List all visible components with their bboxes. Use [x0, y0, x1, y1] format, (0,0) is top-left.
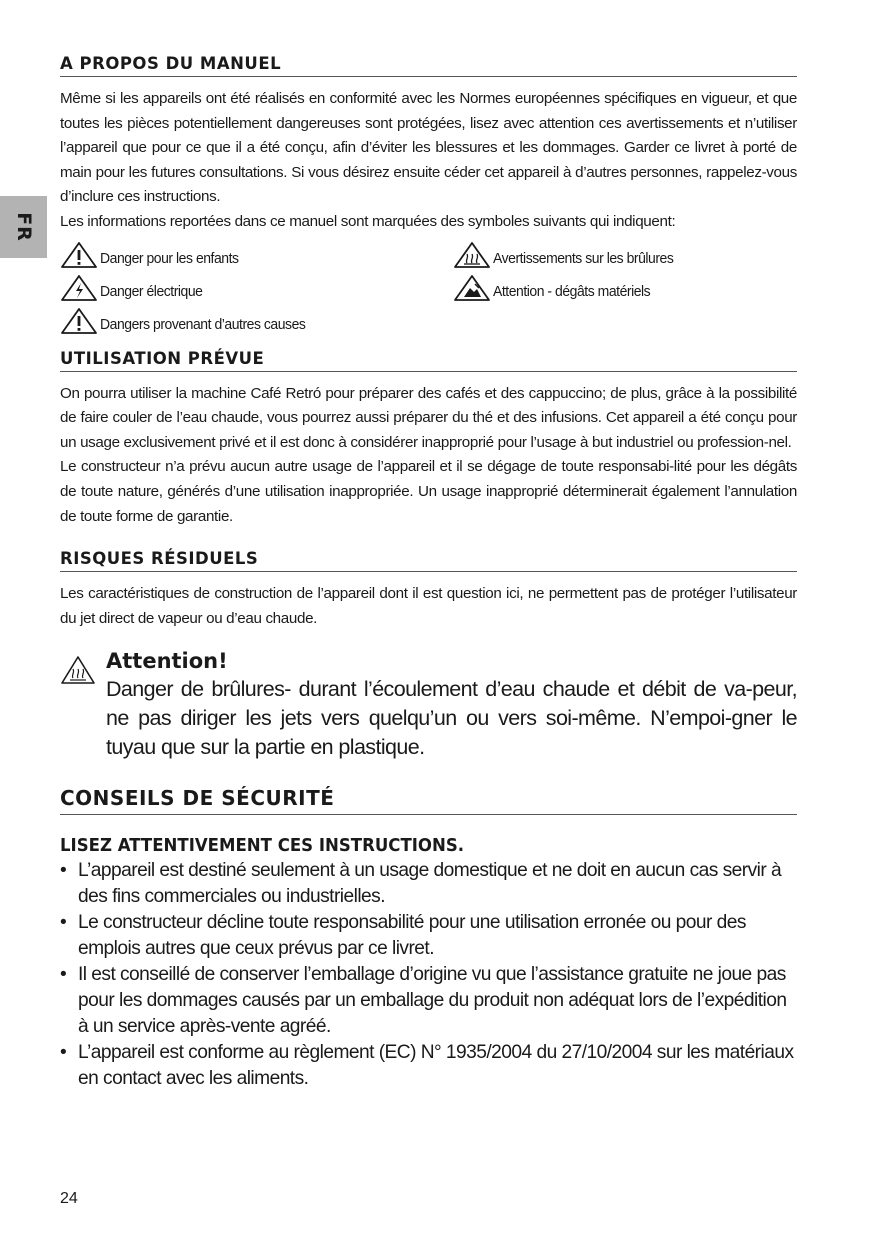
section-title-safety: CONSEILS DE SÉCURITÉ [60, 786, 797, 815]
usage-body-1: On pourra utiliser la machine Café Retró pour préparer des cafés et des cappuccino; de plus, grâce à la possibilité de faire couler de l’eau chaude, vous pourrez aussi préparer du thé et des infusions. Cet appareil a été conçu pour un usage exclusivement privé et il est donc à considérer inapproprié pour l’usage à but industriel ou profession-nel. [60, 384, 797, 451]
material-damage-icon [453, 274, 491, 302]
symbol-label: Danger pour les enfants [100, 249, 239, 267]
risks-body: Les caractéristiques de construction de l’appareil dont il est question ici, ne permettent pas de protéger l’utilisateur du jet direct de vapeur ou d’eau chaude. [60, 585, 797, 627]
symbol-label: Attention - dégâts matériels [493, 282, 651, 300]
safety-subtitle: LISEZ ATTENTIVEMENT CES INSTRUCTIONS. [60, 835, 465, 857]
about-intro: Les informations reportées dans ce manuel sont marquées des symboles suivants qui indiquent: [60, 212, 676, 230]
list-item: • L’appareil est destiné seulement à un usage domestique et ne doit en aucun cas servir à des fins commerciales ou industrielles. [60, 858, 797, 910]
about-body: Même si les appareils ont été réalisés en conformité avec les Normes européennes spécifiques en vigueur, et que toutes les pièces potentiellement dangereuses sont protégées, lisez avec attention ces avertissements et n’utiliser l’appareil que pour ce que il a été conçu, afin d’éviter les blessures et les dommages. Garder ce livret à porté de main pour les futures consultations. Si vous désirez ensuite céder cet appareil à d’autres personnes, rappelez-vous d’inclure ces instructions. [60, 90, 797, 206]
list-item: • Le constructeur décline toute responsabilité pour une utilisation erronée ou pour des emplois autres que ceux prévus par ce livret. [60, 910, 797, 962]
language-tab [0, 196, 47, 258]
page-number: 24 [60, 1190, 78, 1207]
list-item: • L’appareil est conforme au règlement (EC) N° 1935/2004 du 27/10/2004 sur les matériaux en contact avec les aliments. [60, 1040, 797, 1092]
symbol-legend [60, 237, 797, 347]
section-title-risks: RISQUES RÉSIDUELS [60, 549, 797, 572]
burn-warning-box [60, 647, 797, 762]
burn-warning-icon [60, 655, 96, 685]
symbol-label: Avertissements sur les brûlures [493, 249, 674, 267]
warning-title: Attention! [106, 649, 228, 674]
usage-body-2: Le constructeur n’a prévu aucun autre usage de l’appareil et il se dégage de toute responsabi-lité pour les dégâts de toute nature, générés d’une utilisation inappropriée. Un usage inapproprié déterminerait également l’annulation de toute forme de garantie. [60, 458, 797, 525]
symbol-label: Danger électrique [100, 282, 203, 300]
warning-exclamation-icon [60, 241, 98, 269]
language-label: FR [12, 212, 35, 242]
warning-body: Danger de brûlures- durant l’écoulement d’eau chaude et débit de va-peur, ne pas diriger les jets vers quelqu’un ou vers soi-même. N’empoi-gner le tuyau que sur la partie en plastique. [106, 677, 797, 760]
symbol-material-damage [453, 274, 664, 302]
section-title-about: A PROPOS DU MANUEL [60, 54, 797, 77]
symbol-label: Dangers provenant d’autres causes [100, 315, 306, 333]
safety-list [60, 858, 797, 1092]
symbol-other-danger [60, 307, 323, 335]
symbol-children-danger [60, 241, 251, 269]
list-item: • Il est conseillé de conserver l’emballage d’origine vu que l’assistance gratuite ne joue pas pour les dommages causés par un emballage du produit non adéquat lors de l’expédition à un service après-vente agréé. [60, 962, 797, 1040]
manual-page [60, 54, 797, 1092]
electric-danger-icon [60, 274, 98, 302]
symbol-electric-danger [60, 274, 211, 302]
symbol-burn-warning [453, 241, 689, 269]
burn-warning-icon [453, 241, 491, 269]
section-title-usage: UTILISATION PRÉVUE [60, 349, 797, 372]
warning-exclamation-icon [60, 307, 98, 335]
